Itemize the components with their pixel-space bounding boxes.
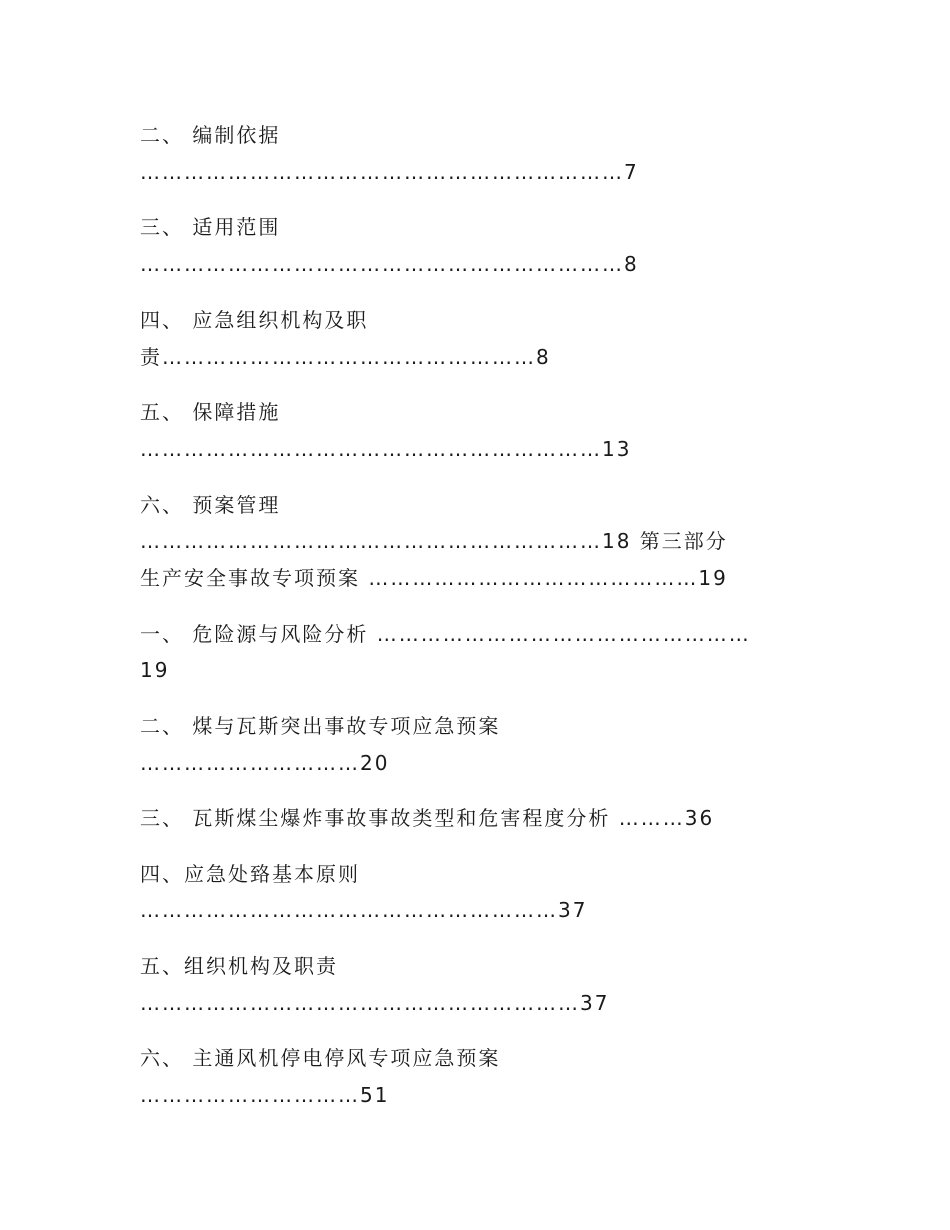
toc-line: 三、 瓦斯煤尘爆炸事故事故类型和危害程度分析 ………36 [140,806,715,830]
toc-line: ……………………………………………………37 [140,991,610,1015]
toc-line: 三、 适用范围 [140,215,281,239]
toc-line: 四、应急处臵基本原则 [140,862,360,886]
toc-line: 生产安全事故专项预案 ………………………………………19 [140,566,728,590]
toc-line: 五、组织机构及职责 [140,954,338,978]
toc-line: …………………………………………………37 [140,898,588,922]
toc-line: 六、 预案管理 [140,493,281,517]
toc-line: 责……………………………………………8 [140,345,551,369]
toc-line: 五、 保障措施 [140,400,281,424]
toc-line: 19 [140,658,170,682]
toc-line: ………………………………………………………13 [140,437,632,461]
toc-line: 四、 应急组织机构及职 [140,308,369,332]
toc-line: 二、 煤与瓦斯突出事故专项应急预案 [140,714,501,738]
toc-line: …………………………………………………………7 [140,160,639,184]
toc-line: …………………………51 [140,1083,390,1107]
toc-line: 二、 编制依据 [140,123,281,147]
toc-line: ………………………………………………………18 第三部分 [140,529,728,553]
toc-line: …………………………………………………………8 [140,252,639,276]
toc-line: 六、 主通风机停电停风专项应急预案 [140,1046,501,1070]
toc-line: 一、 危险源与风险分析 …………………………………………… [140,622,751,646]
toc-line: …………………………20 [140,751,390,775]
